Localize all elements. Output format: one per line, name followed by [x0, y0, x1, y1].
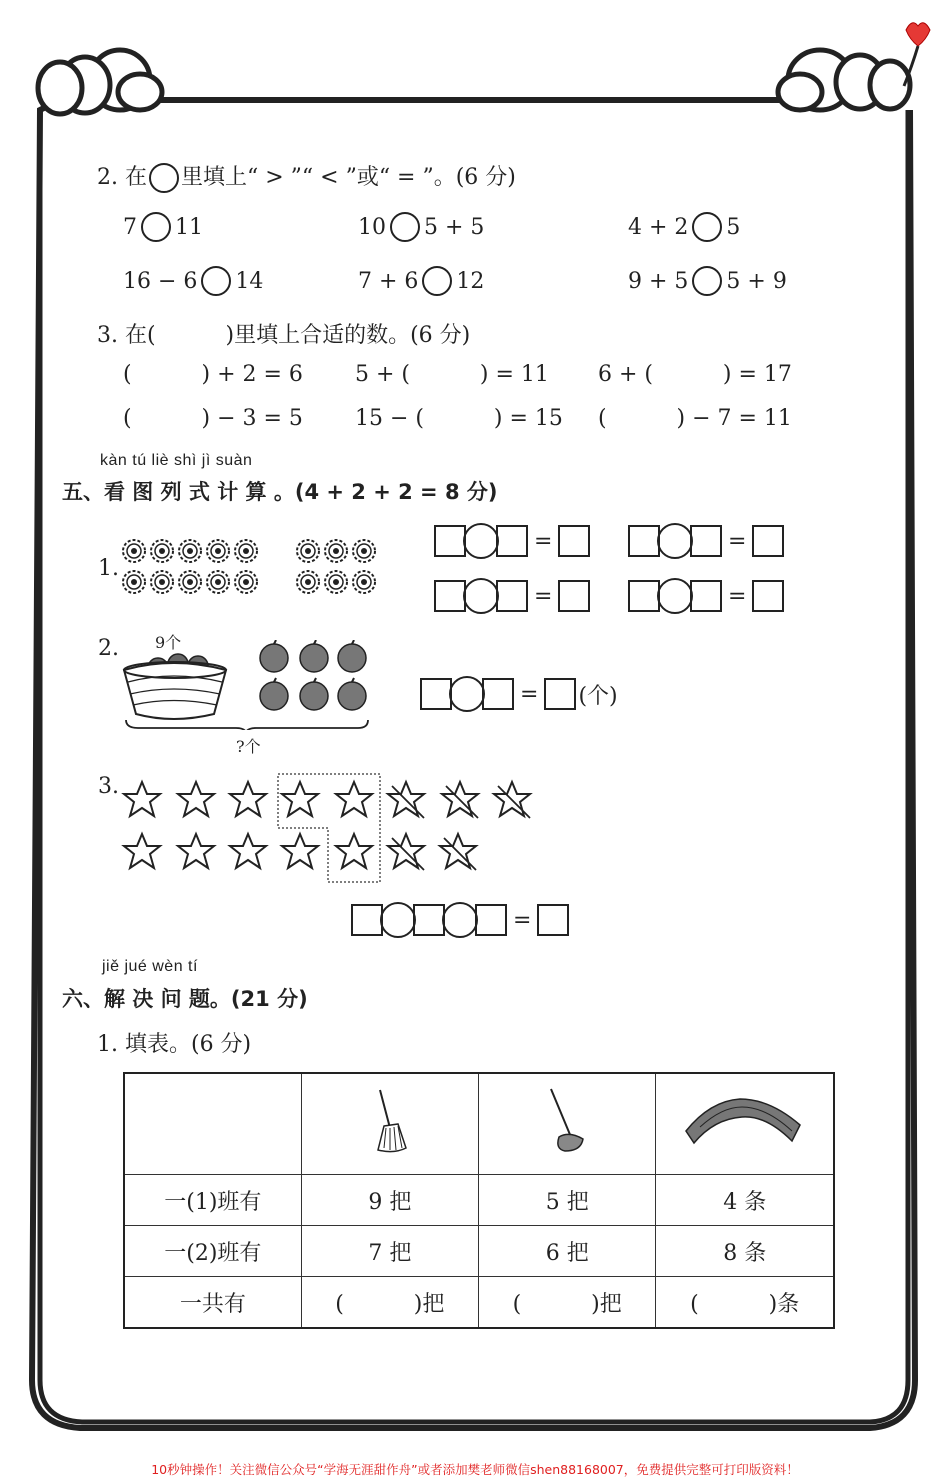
star-picture [118, 772, 538, 884]
answer-box[interactable] [413, 904, 445, 936]
apple-basket-picture [118, 640, 378, 730]
compare-circle[interactable] [390, 212, 420, 242]
p1-equation-2: = [628, 523, 784, 559]
p1-equation-1: = [434, 523, 590, 559]
answer-box[interactable] [496, 525, 528, 557]
p1-equation-3: = [434, 578, 590, 614]
table-header-cloth [656, 1073, 834, 1175]
operator-circle[interactable] [463, 523, 499, 559]
basket-icon [124, 654, 226, 719]
operator-circle[interactable] [657, 578, 693, 614]
q2-item-5: 7 + 6 12 [358, 266, 484, 296]
q2-item-3: 4 + 2 5 [628, 212, 740, 242]
answer-box[interactable] [434, 525, 466, 557]
q2-title: 2. 在 里填上“ > ”“ < ”或“ = ”。(6 分) [97, 160, 516, 193]
circle-blank[interactable] [149, 163, 179, 193]
p3-equation: = [351, 902, 569, 938]
compare-circle[interactable] [201, 266, 231, 296]
answer-box[interactable] [628, 525, 660, 557]
p3-label: 3. [98, 774, 119, 799]
operator-circle[interactable] [449, 676, 485, 712]
section6-pinyin: jiě jué wèn tí [102, 958, 198, 975]
cloth-icon [680, 1091, 810, 1151]
cross-out-mark [392, 786, 530, 870]
answer-box[interactable] [558, 525, 590, 557]
q3-item-4[interactable]: ( ) − 3 = 5 [123, 406, 303, 431]
answer-box[interactable] [420, 678, 452, 710]
compare-circle[interactable] [692, 266, 722, 296]
compare-circle[interactable] [692, 212, 722, 242]
q3-title: 3. 在( )里填上合适的数。(6 分) [97, 323, 471, 348]
answer-box[interactable] [628, 580, 660, 612]
operator-circle[interactable] [380, 902, 416, 938]
q3-item-2[interactable]: 5 + ( ) = 11 [355, 362, 549, 387]
section5-title: 五、看 图 列 式 计 算 。(4 + 2 + 2 = 8 分) [62, 480, 498, 504]
broom-icon [360, 1086, 420, 1156]
answer-box[interactable] [537, 904, 569, 936]
operator-circle[interactable] [442, 902, 478, 938]
answer-box[interactable] [544, 678, 576, 710]
answer-box[interactable] [690, 580, 722, 612]
p2-equation: = (个) [420, 676, 618, 712]
q2-item-6: 9 + 5 5 + 9 [628, 266, 787, 296]
q2-item-1: 7 11 [123, 212, 203, 242]
gear-icon [123, 540, 375, 593]
brace-icon [126, 720, 368, 730]
answer-box[interactable] [475, 904, 507, 936]
q2-item-4: 16 − 6 14 [123, 266, 263, 296]
table-row: 一共有 ( )把 ( )把 ( )条 [124, 1277, 834, 1329]
apple-icon [260, 644, 366, 710]
q3-item-1[interactable]: ( ) + 2 = 6 [123, 362, 303, 387]
gear-pictures [120, 534, 390, 604]
q3-item-5[interactable]: 15 − ( ) = 15 [355, 406, 563, 431]
heart-icon [906, 23, 930, 46]
p1-equation-4: = [628, 578, 784, 614]
answer-box[interactable] [752, 580, 784, 612]
p2-top-label: 9个 [155, 633, 182, 652]
compare-circle[interactable] [422, 266, 452, 296]
mop-icon [537, 1085, 597, 1157]
q2-item-2: 10 5 + 5 [358, 212, 484, 242]
table-row: 一(1)班有 9 把 5 把 4 条 [124, 1175, 834, 1226]
answer-box[interactable] [558, 580, 590, 612]
compare-circle[interactable] [141, 212, 171, 242]
p2-label: 2. [98, 636, 119, 661]
answer-box[interactable] [496, 580, 528, 612]
s6-q1-title: 1. 填表。(6 分) [97, 1032, 252, 1057]
table-header-mop [479, 1073, 656, 1175]
section6-title: 六、解 决 问 题。(21 分) [62, 987, 308, 1011]
answer-box[interactable] [752, 525, 784, 557]
answer-box[interactable] [690, 525, 722, 557]
table-row: 一(2)班有 7 把 6 把 8 条 [124, 1226, 834, 1277]
table-corner [124, 1073, 301, 1175]
table-header-broom [301, 1073, 478, 1175]
section5-pinyin: kàn tú liè shì jì suàn [100, 452, 253, 469]
answer-box[interactable] [351, 904, 383, 936]
operator-circle[interactable] [657, 523, 693, 559]
p1-label: 1. [98, 556, 119, 581]
operator-circle[interactable] [463, 578, 499, 614]
q3-item-3[interactable]: 6 + ( ) = 17 [598, 362, 792, 387]
star-icon [124, 782, 530, 868]
p2-bottom-label: ?个 [236, 737, 261, 756]
answer-box[interactable] [482, 678, 514, 710]
footer-promo: 10秒钟操作！关注微信公众号“学海无涯甜作舟”或者添加樊老师微信shen88168007，免费提供完整可打印版资料！ [151, 1462, 799, 1477]
answer-box[interactable] [434, 580, 466, 612]
fill-table [123, 1072, 835, 1329]
q3-item-6[interactable]: ( ) − 7 = 11 [598, 406, 792, 431]
